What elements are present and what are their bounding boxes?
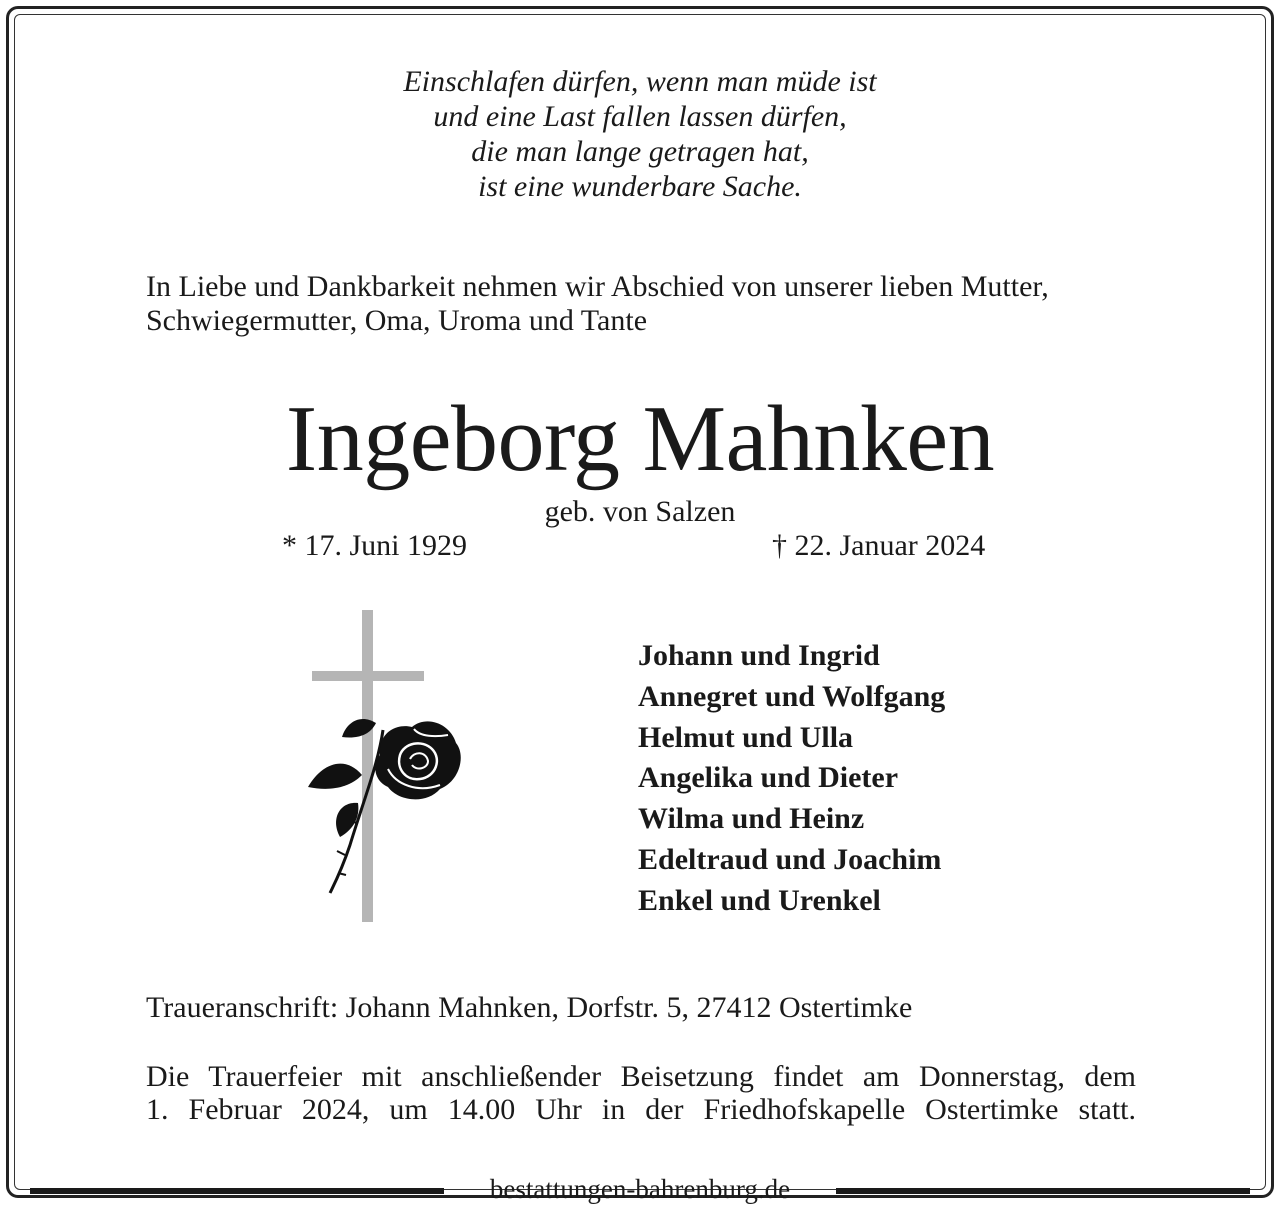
mourner-entry: Johann und Ingrid [638,639,880,672]
intro-line: In Liebe und Dankbarkeit nehmen wir Abschied von unserer lieben Mutter, [146,270,1049,303]
intro-text [146,270,1146,338]
poem [0,64,1280,204]
poem-line: die man lange getragen hat, [471,135,809,168]
mourning-address: Traueranschrift: Johann Mahnken, Dorfstr. 5, 27412 Ostertimke [146,991,913,1024]
birth-date: * 17. Juni 1929 [282,529,468,562]
mourners-list [638,636,945,922]
death-date: † 22. Januar 2024 [772,529,986,562]
mourner-entry: Wilma und Heinz [638,802,865,836]
intro-line: Schwiegermutter, Oma, Uroma und Tante [146,304,648,337]
poem-line: Einschlafen dürfen, wenn man müde ist [403,65,877,98]
mourner-entry: Annegret und Wolfgang [638,679,946,713]
deceased-name: Ingeborg Mahnken [285,387,995,491]
mourner-entry: Helmut und Ulla [638,720,854,754]
poem-line: und eine Last fallen lassen dürfen, [433,100,847,133]
mourner-entry: Enkel und Urenkel [638,883,881,917]
mourner-entry: Angelika und Dieter [638,761,899,795]
service-line: 1. Februar 2024, um 14.00 Uhr in der Friedhofskapelle Ostertimke statt. [146,1093,1136,1126]
mourner-entry: Edeltraud und Joachim [638,842,942,876]
cross-with-rose-icon [300,605,470,925]
poem-line: ist eine wunderbare Sache. [478,170,802,203]
footer-website: bestattungen-bahrenburg.de [489,1174,791,1204]
birth-name: geb. von Salzen [544,495,736,528]
funeral-service-notice [146,1060,1136,1126]
service-line: Die Trauerfeier mit anschließender Beisetzung findet am Donnerstag, dem [146,1060,1136,1093]
